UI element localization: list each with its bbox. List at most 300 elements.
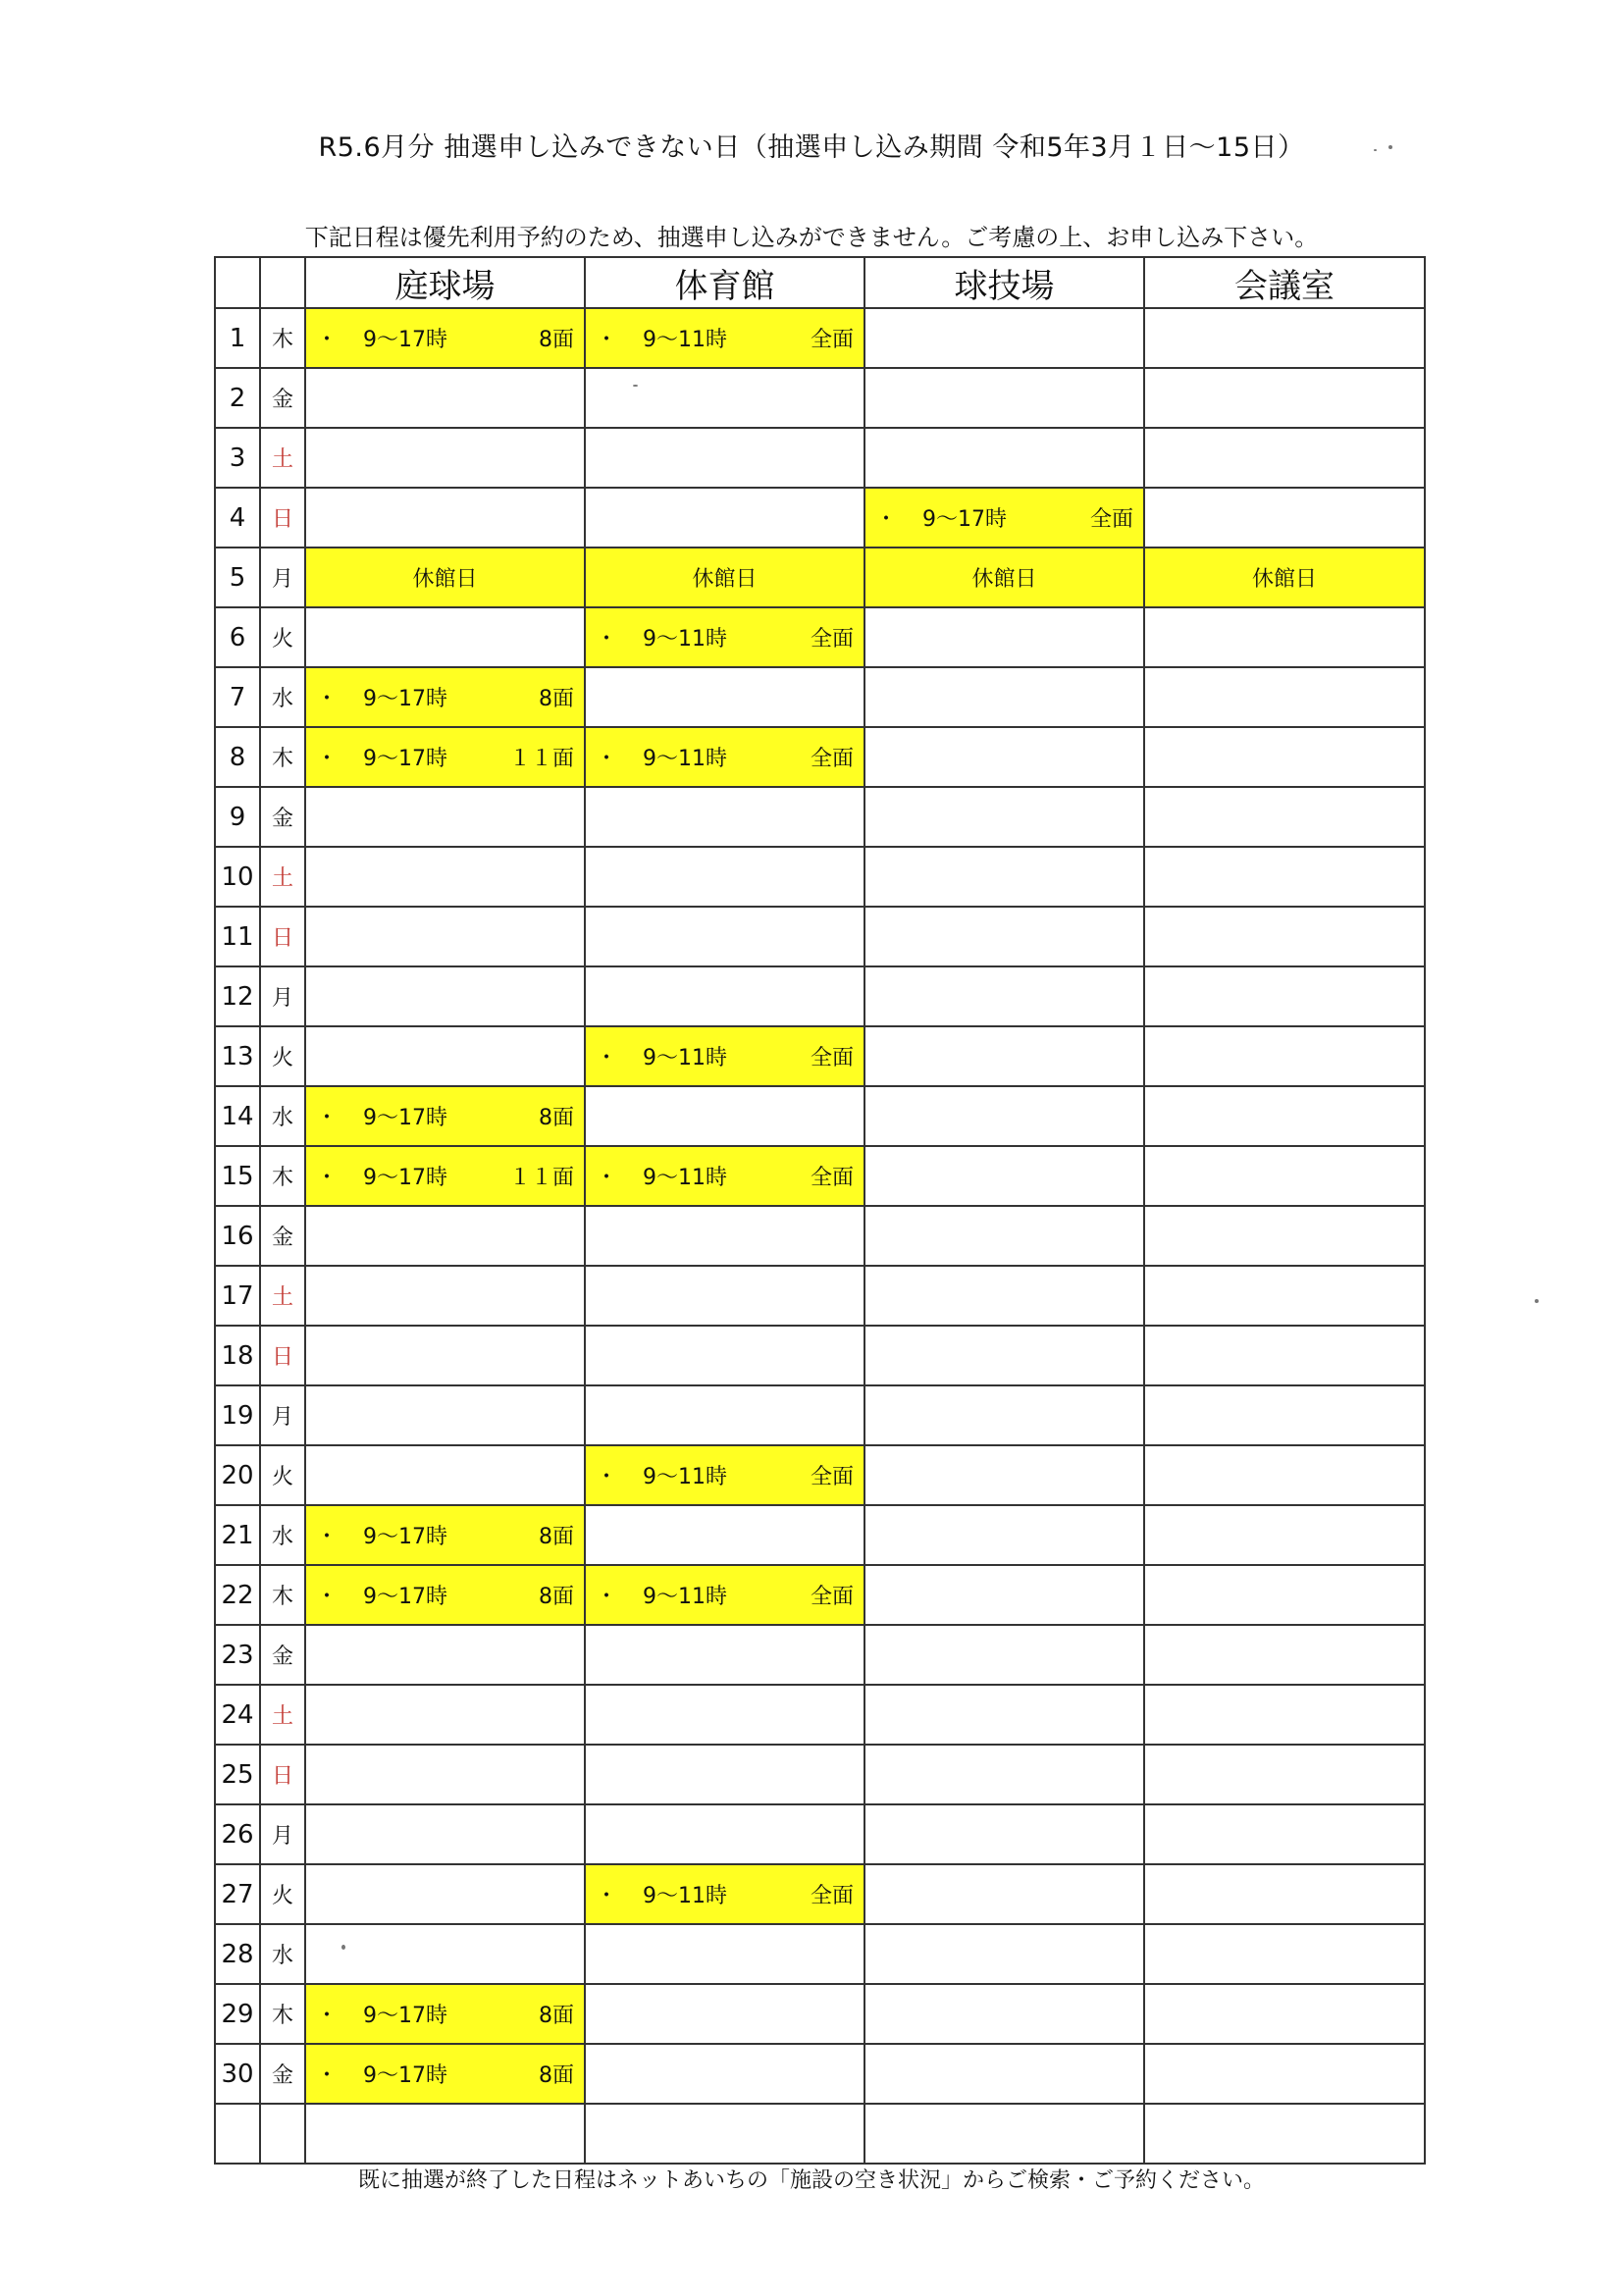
day-number: 3: [215, 428, 260, 488]
schedule-cell: [864, 1206, 1144, 1266]
booking-time: 9〜17時: [363, 1106, 447, 1130]
bullet-icon: ・: [596, 1166, 618, 1190]
weekday: 金: [260, 2044, 305, 2104]
booking-scope: 全面: [810, 1166, 854, 1190]
table-row: [215, 1505, 1425, 1565]
table-row: [215, 607, 1425, 667]
schedule-cell: [305, 2104, 585, 2164]
schedule-cell: [1144, 1146, 1425, 1206]
schedule-cell: [864, 488, 1144, 548]
booking-entry: [586, 1460, 864, 1490]
table-row: [215, 428, 1425, 488]
scan-speck: [1374, 149, 1377, 151]
schedule-cell: [585, 1864, 864, 1924]
schedule-cell: [1144, 1505, 1425, 1565]
schedule-cell: [585, 1924, 864, 1984]
schedule-cell: [1144, 907, 1425, 966]
day-number: 29: [215, 1984, 260, 2044]
scan-speck: [1388, 145, 1392, 149]
table-row: [215, 1146, 1425, 1206]
schedule-cell: [305, 1445, 585, 1505]
schedule-cell: [585, 2104, 864, 2164]
booking-entry: [306, 1580, 584, 1610]
schedule-cell: [585, 1206, 864, 1266]
weekday: 日: [260, 488, 305, 548]
schedule-cell: [305, 727, 585, 787]
scan-speck: [633, 385, 638, 387]
schedule-cell: [585, 308, 864, 368]
booking-scope: 全面: [810, 747, 854, 771]
weekday: 水: [260, 667, 305, 727]
schedule-cell: [585, 548, 864, 607]
schedule-cell: [585, 727, 864, 787]
header-gymnasium: 体育館: [585, 257, 864, 308]
schedule-cell: [1144, 1565, 1425, 1625]
schedule-cell: [305, 1206, 585, 1266]
schedule-cell: [864, 1385, 1144, 1445]
schedule-cell: [305, 966, 585, 1026]
schedule-cell: [585, 907, 864, 966]
table-row: [215, 2104, 1425, 2164]
schedule-cell: [585, 2044, 864, 2104]
bullet-icon: ・: [596, 627, 618, 652]
booking-entry: [306, 1520, 584, 1550]
schedule-cell: [585, 1984, 864, 2044]
schedule-cell: [1144, 488, 1425, 548]
table-row: [215, 368, 1425, 428]
schedule-cell: [305, 1146, 585, 1206]
booking-scope: １１面: [508, 747, 574, 771]
booking-time: 9〜11時: [643, 1166, 727, 1190]
schedule-cell: [864, 1505, 1144, 1565]
footer-text: 既に抽選が終了した日程はネットあいちの「施設の空き状況」からご検索・ご予約ください。: [357, 2168, 1265, 2193]
schedule-cell: [864, 1924, 1144, 1984]
bullet-icon: ・: [316, 2004, 339, 2028]
schedule-cell: [305, 1026, 585, 1086]
table-row: [215, 548, 1425, 607]
day-number: 12: [215, 966, 260, 1026]
booking-scope: 全面: [810, 1884, 854, 1908]
schedule-cell: [585, 607, 864, 667]
schedule-cell: [585, 368, 864, 428]
schedule-cell: [305, 907, 585, 966]
schedule-cell: [585, 1266, 864, 1326]
booking-entry: [306, 1999, 584, 2029]
booking-time: 9〜17時: [363, 1525, 447, 1549]
schedule-cell: [864, 1804, 1144, 1864]
booking-entry: [865, 502, 1143, 533]
schedule-cell: [864, 667, 1144, 727]
weekday: 土: [260, 1685, 305, 1745]
schedule-cell: [1144, 1984, 1425, 2044]
booking-scope: 8面: [539, 1585, 574, 1609]
booking-scope: 8面: [539, 1106, 574, 1130]
booking-time: 9〜17時: [363, 1166, 447, 1190]
schedule-cell: [1144, 308, 1425, 368]
weekday: 水: [260, 1505, 305, 1565]
schedule-cell: [305, 488, 585, 548]
table-row: [215, 787, 1425, 847]
schedule-cell: [864, 1266, 1144, 1326]
schedule-cell: [864, 1984, 1144, 2044]
scan-speck: [341, 1945, 345, 1950]
day-number: 19: [215, 1385, 260, 1445]
table-row: [215, 1924, 1425, 1984]
page-title: R5.6月分 抽選申し込みできない日（抽選申し込み期間 令和5年3月１日〜15日）: [318, 132, 1305, 163]
schedule-cell: [1144, 667, 1425, 727]
schedule-table: [214, 256, 1426, 2165]
schedule-cell: [864, 907, 1144, 966]
schedule-cell: [585, 966, 864, 1026]
schedule-cell: [585, 1026, 864, 1086]
schedule-cell: [864, 1685, 1144, 1745]
schedule-cell: [305, 368, 585, 428]
schedule-cell: [1144, 1864, 1425, 1924]
table-row: [215, 2044, 1425, 2104]
schedule-cell: [305, 1984, 585, 2044]
table-row: [215, 1565, 1425, 1625]
bullet-icon: ・: [596, 747, 618, 771]
schedule-cell: [305, 548, 585, 607]
schedule-cell: [1144, 727, 1425, 787]
weekday: 木: [260, 727, 305, 787]
day-number: 26: [215, 1804, 260, 1864]
weekday: 土: [260, 1266, 305, 1326]
schedule-cell: [1144, 2044, 1425, 2104]
booking-entry: [306, 323, 584, 353]
weekday: 火: [260, 1026, 305, 1086]
schedule-cell: [585, 1685, 864, 1745]
header-tennis-court: 庭球場: [305, 257, 585, 308]
table-row: [215, 1984, 1425, 2044]
schedule-cell: [864, 368, 1144, 428]
day-number: 20: [215, 1445, 260, 1505]
day-number: 24: [215, 1685, 260, 1745]
booking-time: 9〜11時: [643, 328, 727, 352]
table-row: [215, 1864, 1425, 1924]
table-row: [215, 847, 1425, 907]
schedule-cell: [585, 1445, 864, 1505]
day-number: 2: [215, 368, 260, 428]
booking-time: 9〜17時: [363, 687, 447, 711]
table-row: [215, 907, 1425, 966]
weekday: 金: [260, 1625, 305, 1685]
booking-scope: 8面: [539, 328, 574, 352]
weekday: 火: [260, 1445, 305, 1505]
schedule-cell: [1144, 847, 1425, 907]
schedule-cell: [1144, 1625, 1425, 1685]
booking-scope: 全面: [810, 627, 854, 652]
weekday: 木: [260, 1146, 305, 1206]
header-day: [215, 257, 260, 308]
day-number: 21: [215, 1505, 260, 1565]
schedule-cell: [864, 1565, 1144, 1625]
schedule-cell: [585, 1804, 864, 1864]
weekday: 木: [260, 1984, 305, 2044]
table-row: [215, 1086, 1425, 1146]
table-row: [215, 1026, 1425, 1086]
day-number: 9: [215, 787, 260, 847]
schedule-cell: [864, 1086, 1144, 1146]
booking-entry: [586, 622, 864, 652]
booking-scope: 全面: [810, 1046, 854, 1070]
day-number: 8: [215, 727, 260, 787]
schedule-cell: [1144, 1026, 1425, 1086]
booking-time: 9〜17時: [363, 1585, 447, 1609]
schedule-cell: [305, 1745, 585, 1804]
weekday: 月: [260, 966, 305, 1026]
booking-entry: [586, 1041, 864, 1071]
bullet-icon: ・: [316, 1166, 339, 1190]
day-number: 22: [215, 1565, 260, 1625]
table-row: [215, 1445, 1425, 1505]
weekday: 木: [260, 1565, 305, 1625]
weekday: 日: [260, 1326, 305, 1385]
schedule-cell: [864, 847, 1144, 907]
schedule-cell: [1144, 1326, 1425, 1385]
booking-scope: 8面: [539, 2063, 574, 2088]
weekday: 水: [260, 1924, 305, 1984]
schedule-cell: [1144, 787, 1425, 847]
schedule-cell: [1144, 1804, 1425, 1864]
header-row: [215, 257, 1425, 308]
schedule-cell: [864, 2044, 1144, 2104]
booking-scope: 8面: [539, 687, 574, 711]
table-row: [215, 308, 1425, 368]
schedule-cell: [305, 1565, 585, 1625]
day-number: 27: [215, 1864, 260, 1924]
schedule-cell: [864, 1745, 1144, 1804]
schedule-cell: [864, 308, 1144, 368]
schedule-cell: [864, 1625, 1144, 1685]
bullet-icon: ・: [316, 1525, 339, 1549]
booking-time: 9〜11時: [643, 1465, 727, 1489]
weekday: 金: [260, 368, 305, 428]
header-ball-field: 球技場: [864, 257, 1144, 308]
booking-entry: [586, 1580, 864, 1610]
schedule-cell: [305, 2044, 585, 2104]
booking-time: 9〜17時: [363, 328, 447, 352]
schedule-cell: [305, 1685, 585, 1745]
schedule-cell: [585, 1625, 864, 1685]
schedule-cell: [864, 787, 1144, 847]
day-number: 7: [215, 667, 260, 727]
schedule-cell: [585, 1146, 864, 1206]
bullet-icon: ・: [596, 1465, 618, 1489]
scan-speck: [1535, 1299, 1539, 1303]
schedule-cell: [864, 966, 1144, 1026]
schedule-cell: [864, 2104, 1144, 2164]
day-number: [215, 2104, 260, 2164]
schedule-cell: [1144, 428, 1425, 488]
booking-time: 9〜17時: [363, 747, 447, 771]
weekday: 土: [260, 847, 305, 907]
schedule-cell: [305, 308, 585, 368]
schedule-cell: [585, 1086, 864, 1146]
table-row: [215, 1804, 1425, 1864]
table-row: [215, 1266, 1425, 1326]
day-number: 6: [215, 607, 260, 667]
schedule-cell: [1144, 1385, 1425, 1445]
table-row: [215, 1625, 1425, 1685]
weekday: 木: [260, 308, 305, 368]
day-number: 23: [215, 1625, 260, 1685]
table-row: [215, 667, 1425, 727]
day-number: 28: [215, 1924, 260, 1984]
schedule-cell: [864, 1326, 1144, 1385]
booking-time: 9〜17時: [363, 2063, 447, 2088]
schedule-cell: [864, 1026, 1144, 1086]
schedule-cell: [305, 1804, 585, 1864]
table-row: [215, 966, 1425, 1026]
schedule-cell: [305, 667, 585, 727]
schedule-cell: [585, 1745, 864, 1804]
schedule-cell: [305, 607, 585, 667]
schedule-cell: [1144, 1685, 1425, 1745]
schedule-cell: [1144, 1924, 1425, 1984]
bullet-icon: ・: [596, 1884, 618, 1908]
booking-scope: 全面: [1089, 507, 1133, 532]
schedule-cell: [305, 1326, 585, 1385]
weekday: 土: [260, 428, 305, 488]
notice-text: 下記日程は優先利用予約のため、抽選申し込みができません。ご考慮の上、お申し込み下さい。: [304, 224, 1319, 251]
weekday: 月: [260, 548, 305, 607]
schedule-cell: [1144, 368, 1425, 428]
table-row: [215, 1206, 1425, 1266]
schedule-cell: [305, 1505, 585, 1565]
booking-time: 9〜11時: [643, 747, 727, 771]
schedule-cell: [1144, 1086, 1425, 1146]
weekday: 日: [260, 1745, 305, 1804]
schedule-cell: [1144, 2104, 1425, 2164]
bullet-icon: ・: [316, 747, 339, 771]
schedule-cell: [1144, 607, 1425, 667]
schedule-cell: [1144, 1745, 1425, 1804]
header-weekday: [260, 257, 305, 308]
schedule-cell: [305, 787, 585, 847]
day-number: 14: [215, 1086, 260, 1146]
booking-time: 9〜11時: [643, 627, 727, 652]
table-row: [215, 1685, 1425, 1745]
weekday: 水: [260, 1086, 305, 1146]
schedule-cell: [305, 1266, 585, 1326]
booking-time: 9〜11時: [643, 1046, 727, 1070]
schedule-cell: [1144, 1445, 1425, 1505]
bullet-icon: ・: [316, 687, 339, 711]
booking-scope: 全面: [810, 1465, 854, 1489]
closed-label: 休館日: [1251, 567, 1317, 592]
booking-entry: [306, 742, 584, 772]
day-number: 4: [215, 488, 260, 548]
booking-scope: 全面: [810, 1585, 854, 1609]
booking-entry: [306, 2059, 584, 2089]
schedule-cell: [585, 667, 864, 727]
schedule-cell: [864, 1864, 1144, 1924]
booking-scope: 8面: [539, 2004, 574, 2028]
weekday: 月: [260, 1804, 305, 1864]
bullet-icon: ・: [316, 2063, 339, 2088]
table-row: [215, 1326, 1425, 1385]
booking-scope: 8面: [539, 1525, 574, 1549]
bullet-icon: ・: [316, 1585, 339, 1609]
day-number: 25: [215, 1745, 260, 1804]
schedule-cell: [585, 1326, 864, 1385]
closed-label: 休館日: [412, 567, 478, 592]
booking-entry: [586, 323, 864, 353]
day-number: 30: [215, 2044, 260, 2104]
schedule-cell: [585, 1565, 864, 1625]
schedule-cell: [864, 607, 1144, 667]
table-row: [215, 488, 1425, 548]
schedule-cell: [864, 727, 1144, 787]
bullet-icon: ・: [596, 328, 618, 352]
table-row: [215, 727, 1425, 787]
schedule-cell: [1144, 1206, 1425, 1266]
weekday: 火: [260, 607, 305, 667]
schedule-cell: [864, 428, 1144, 488]
booking-time: 9〜11時: [643, 1884, 727, 1908]
schedule-cell: [864, 1445, 1144, 1505]
bullet-icon: ・: [596, 1585, 618, 1609]
schedule-cell: [305, 847, 585, 907]
schedule-cell: [305, 428, 585, 488]
booking-scope: 全面: [810, 328, 854, 352]
schedule-cell: [305, 1864, 585, 1924]
weekday: 金: [260, 1206, 305, 1266]
schedule-cell: [864, 548, 1144, 607]
day-number: 16: [215, 1206, 260, 1266]
schedule-cell: [585, 488, 864, 548]
booking-scope: １１面: [508, 1166, 574, 1190]
schedule-cell: [585, 428, 864, 488]
schedule-cell: [305, 1086, 585, 1146]
schedule-cell: [1144, 548, 1425, 607]
booking-time: 9〜17時: [922, 507, 1007, 532]
booking-entry: [586, 742, 864, 772]
header-meeting-room: 会議室: [1144, 257, 1425, 308]
booking-entry: [306, 1101, 584, 1131]
day-number: 5: [215, 548, 260, 607]
bullet-icon: ・: [316, 328, 339, 352]
weekday: 火: [260, 1864, 305, 1924]
day-number: 15: [215, 1146, 260, 1206]
bullet-icon: ・: [875, 507, 898, 532]
weekday: 月: [260, 1385, 305, 1445]
booking-entry: [306, 682, 584, 712]
day-number: 10: [215, 847, 260, 907]
schedule-cell: [305, 1625, 585, 1685]
weekday: 金: [260, 787, 305, 847]
booking-entry: [586, 1161, 864, 1191]
schedule-cell: [864, 1146, 1144, 1206]
table-row: [215, 1745, 1425, 1804]
schedule-cell: [305, 1385, 585, 1445]
bullet-icon: ・: [316, 1106, 339, 1130]
schedule-cell: [585, 847, 864, 907]
schedule-cell: [585, 787, 864, 847]
weekday: 日: [260, 907, 305, 966]
booking-time: 9〜11時: [643, 1585, 727, 1609]
schedule-cell: [1144, 966, 1425, 1026]
bullet-icon: ・: [596, 1046, 618, 1070]
booking-entry: [306, 1161, 584, 1191]
booking-entry: [586, 1879, 864, 1909]
closed-label: 休館日: [971, 567, 1037, 592]
day-number: 18: [215, 1326, 260, 1385]
day-number: 13: [215, 1026, 260, 1086]
schedule-cell: [585, 1505, 864, 1565]
closed-label: 休館日: [692, 567, 758, 592]
